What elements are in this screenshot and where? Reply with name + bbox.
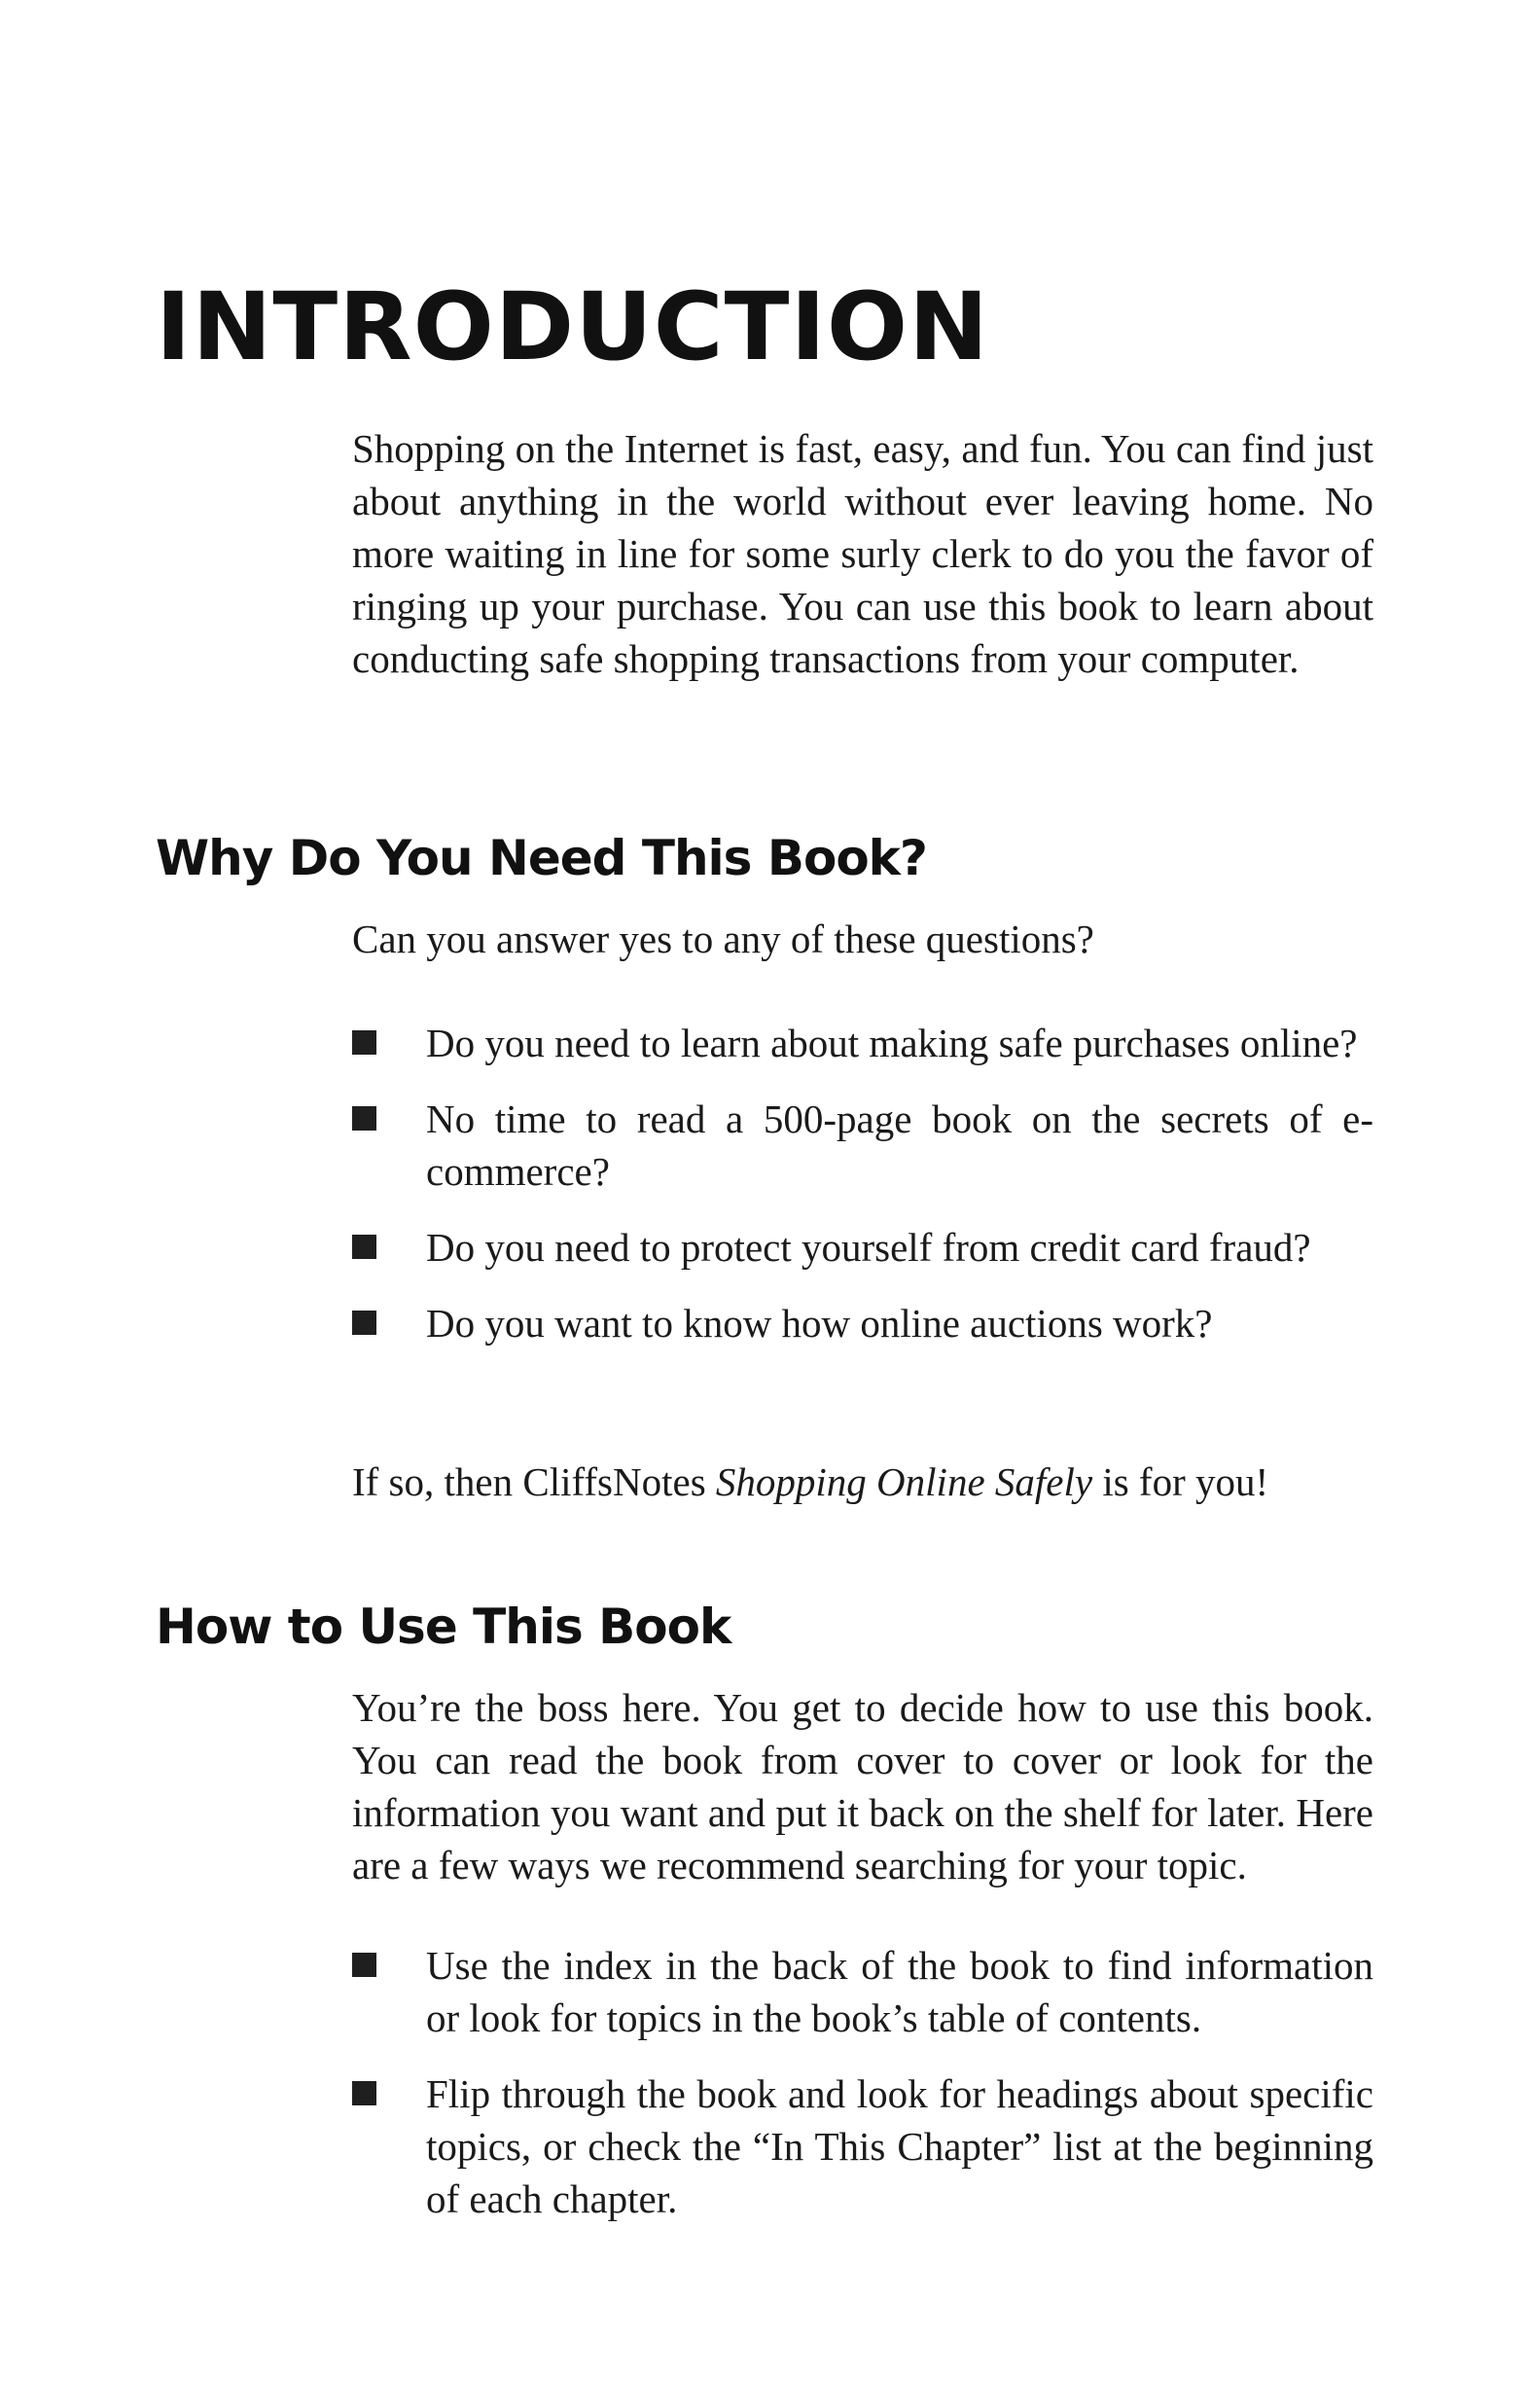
why-lead-text: Can you answer yes to any of these questions? xyxy=(352,916,1094,961)
how-paragraph: You’re the boss here. You get to decide how to use this book. You can read the book from cover to cover or look for the information you want and put it back on the shelf for later. Here are a few ways we recommend searching for your topic. xyxy=(352,1685,1373,1887)
list-item xyxy=(352,1017,1373,1069)
why-bullet-list xyxy=(352,1017,1373,1349)
book-title: Shopping Online Safely xyxy=(715,1459,1093,1504)
bullet-text: Do you want to know how online auctions work? xyxy=(426,1301,1213,1346)
square-bullet-icon xyxy=(352,1311,376,1335)
closing-prefix: If so, then CliffsNotes xyxy=(352,1459,716,1504)
square-bullet-icon xyxy=(352,2081,376,2105)
bullet-text: Do you need to protect yourself from credit card fraud? xyxy=(426,1225,1311,1270)
how-bullet-list xyxy=(352,1939,1373,2225)
why-closing-text xyxy=(352,1456,1373,1508)
list-item xyxy=(352,1939,1373,2044)
square-bullet-icon xyxy=(352,1235,376,1259)
closing-suffix: is for you! xyxy=(1092,1459,1269,1504)
page-title: INTRODUCTION xyxy=(156,272,990,381)
bullet-text: Use the index in the back of the book to find information or look for topics in the book’s table of contents. xyxy=(426,1943,1373,2040)
bullet-text: Do you need to learn about making safe purchases online? xyxy=(426,1021,1358,1065)
list-item xyxy=(352,1221,1373,1274)
list-item xyxy=(352,2067,1373,2225)
bullet-text: Flip through the book and look for headings about specific topics, or check the “In This Chapter” list at the beginning of each chapter. xyxy=(426,2071,1373,2221)
square-bullet-icon xyxy=(352,1106,376,1131)
square-bullet-icon xyxy=(352,1030,376,1055)
list-item xyxy=(352,1093,1373,1198)
section-heading-why: Why Do You Need This Book? xyxy=(156,830,927,886)
section-heading-how: How to Use This Book xyxy=(156,1599,731,1655)
bullet-text: No time to read a 500-page book on the secrets of e-commerce? xyxy=(426,1096,1373,1194)
intro-paragraph: Shopping on the Internet is fast, easy, and fun. You can find just about anything in the world without ever leaving home. No more waiting in line for some surly clerk to do you the favor of ringing up your purchase. You can use this book to learn about conducting safe shopping transactions from your computer. xyxy=(352,426,1373,681)
list-item xyxy=(352,1297,1373,1349)
square-bullet-icon xyxy=(352,1953,376,1977)
